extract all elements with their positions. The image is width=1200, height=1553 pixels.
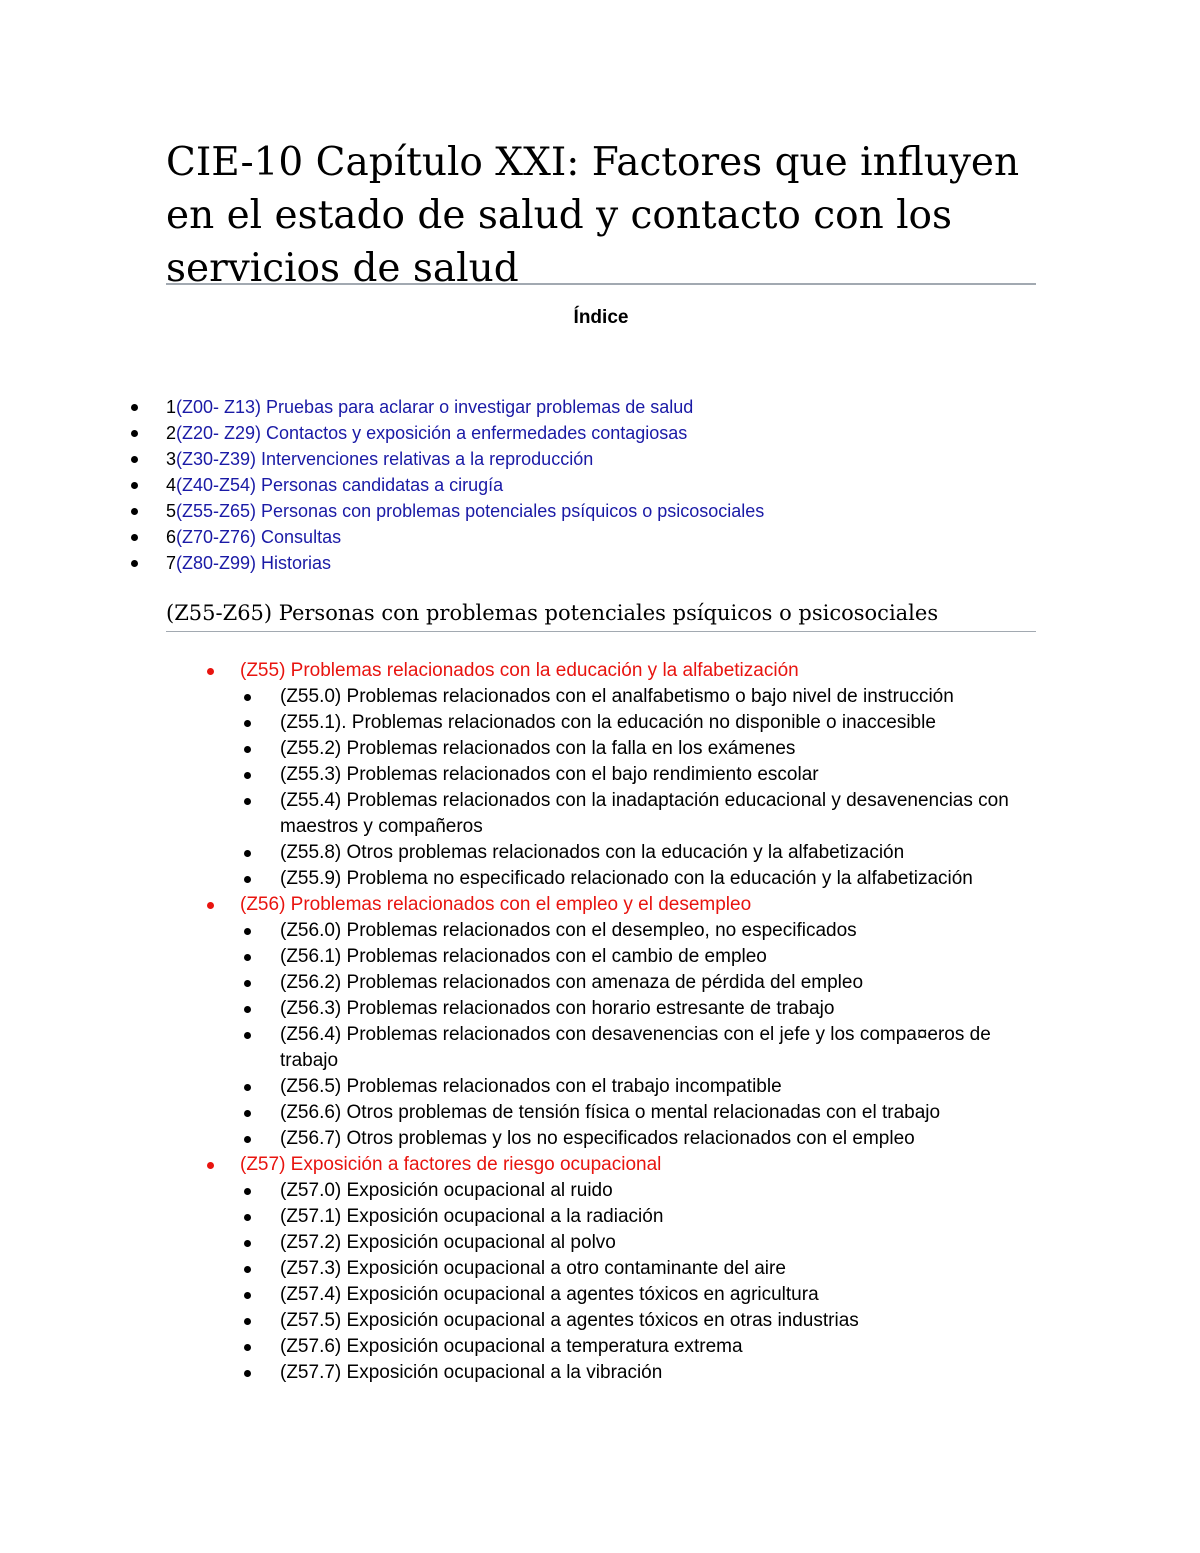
toc-item[interactable] (128, 446, 764, 472)
bullet-icon (131, 404, 138, 411)
category-label: (Z56) Problemas relacionados con el empleo y el desempleo (240, 894, 752, 915)
category-item (204, 658, 1044, 684)
category-item (204, 1152, 1044, 1178)
toc-item-number: 1 (166, 397, 177, 417)
bullet-icon (244, 1292, 251, 1299)
bullet-icon (244, 746, 251, 753)
subcode-item (240, 788, 1044, 840)
subcode-text: (Z56.4) Problemas relacionados con desavenencias con el jefe y los compa¤eros de trabajo (280, 1024, 991, 1071)
subcode-text: (Z57.2) Exposición ocupacional al polvo (280, 1232, 616, 1253)
bullet-icon (244, 1318, 251, 1325)
subcode-text: (Z56.7) Otros problemas y los no especificados relacionados con el empleo (280, 1128, 915, 1149)
bullet-icon (131, 456, 138, 463)
toc-item-number: 6 (166, 527, 177, 547)
toc-item-link[interactable]: (Z70-Z76) Consultas (176, 527, 342, 547)
subcode-item (240, 710, 1044, 736)
subcode-item (240, 762, 1044, 788)
subcode-item (240, 1022, 1044, 1074)
subcode-item (240, 1126, 1044, 1152)
table-of-contents (128, 394, 764, 576)
subcode-text: (Z55.3) Problemas relacionados con el bajo rendimiento escolar (280, 764, 819, 785)
bullet-icon (244, 980, 251, 987)
toc-item[interactable] (128, 524, 764, 550)
subcode-text: (Z57.5) Exposición ocupacional a agentes tóxicos en otras industrias (280, 1310, 859, 1331)
subcode-text: (Z56.3) Problemas relacionados con horario estresante de trabajo (280, 998, 835, 1019)
section-heading: (Z55-Z65) Personas con problemas potenciales psíquicos o psicosociales (166, 601, 939, 625)
bullet-icon (207, 1162, 214, 1169)
subcode-item (240, 1334, 1044, 1360)
bullet-icon (244, 850, 251, 857)
subcode-text: (Z55.8) Otros problemas relacionados con la educación y la alfabetización (280, 842, 905, 863)
subcode-item (240, 684, 1044, 710)
subcode-item (240, 866, 1044, 892)
subcode-text: (Z57.3) Exposición ocupacional a otro contaminante del aire (280, 1258, 786, 1279)
subcode-item (240, 1256, 1044, 1282)
subcode-item (240, 1230, 1044, 1256)
subcode-item (240, 970, 1044, 996)
subcode-item (240, 944, 1044, 970)
subcode-text: (Z55.9) Problema no especificado relacionado con la educación y la alfabetización (280, 868, 973, 889)
bullet-icon (244, 1266, 251, 1273)
bullet-icon (131, 482, 138, 489)
bullet-icon (244, 928, 251, 935)
category-label: (Z55) Problemas relacionados con la educación y la alfabetización (240, 660, 799, 681)
category-item (204, 892, 1044, 918)
toc-item-number: 7 (166, 553, 177, 573)
subcode-item (240, 1100, 1044, 1126)
subcode-item (240, 1074, 1044, 1100)
subcode-text: (Z56.0) Problemas relacionados con el desempleo, no especificados (280, 920, 857, 941)
subcode-text: (Z57.7) Exposición ocupacional a la vibración (280, 1362, 663, 1383)
bullet-icon (244, 798, 251, 805)
page-title: CIE-10 Capítulo XXI: Factores que influyen en el estado de salud y contacto con los servicios de salud (166, 140, 1020, 291)
toc-item-link[interactable]: (Z55-Z65) Personas con problemas potenciales psíquicos o psicosociales (176, 501, 765, 521)
bullet-icon (244, 694, 251, 701)
bullet-icon (244, 1188, 251, 1195)
bullet-icon (244, 1006, 251, 1013)
toc-item[interactable] (128, 420, 764, 446)
bullet-icon (207, 668, 214, 675)
toc-item[interactable] (128, 498, 764, 524)
toc-item-number: 5 (166, 501, 177, 521)
subcode-item (240, 1282, 1044, 1308)
bullet-icon (244, 1084, 251, 1091)
toc-item-link[interactable]: (Z20- Z29) Contactos y exposición a enfermedades contagiosas (176, 423, 688, 443)
subcode-text: (Z56.2) Problemas relacionados con amenaza de pérdida del empleo (280, 972, 864, 993)
section-divider (166, 631, 1036, 632)
bullet-icon (244, 1240, 251, 1247)
bullet-icon (244, 1214, 251, 1221)
bullet-icon (131, 508, 138, 515)
subcode-text: (Z57.1) Exposición ocupacional a la radiación (280, 1206, 664, 1227)
bullet-icon (244, 1370, 251, 1377)
bullet-icon (131, 534, 138, 541)
toc-item[interactable] (128, 394, 764, 420)
bullet-icon (207, 902, 214, 909)
bullet-icon (244, 720, 251, 727)
subcode-item (240, 736, 1044, 762)
subcode-item (240, 840, 1044, 866)
bullet-icon (244, 1136, 251, 1143)
toc-item-number: 2 (166, 423, 177, 443)
toc-item[interactable] (128, 472, 764, 498)
subcode-text: (Z57.4) Exposición ocupacional a agentes tóxicos en agricultura (280, 1284, 819, 1305)
bullet-icon (244, 1110, 251, 1117)
index-heading: Índice (573, 307, 629, 328)
bullet-icon (244, 772, 251, 779)
subcode-text: (Z55.0) Problemas relacionados con el analfabetismo o bajo nivel de instrucción (280, 686, 954, 707)
toc-item-number: 4 (166, 475, 177, 495)
toc-item-link[interactable]: (Z30-Z39) Intervenciones relativas a la reproducción (176, 449, 594, 469)
bullet-icon (244, 1344, 251, 1351)
category-label: (Z57) Exposición a factores de riesgo ocupacional (240, 1154, 662, 1175)
subcode-text: (Z56.6) Otros problemas de tensión física o mental relacionadas con el trabajo (280, 1102, 941, 1123)
subcode-text: (Z56.5) Problemas relacionados con el trabajo incompatible (280, 1076, 782, 1097)
bullet-icon (244, 954, 251, 961)
subcode-text: (Z55.2) Problemas relacionados con la falla en los exámenes (280, 738, 796, 759)
title-divider (166, 283, 1036, 285)
subcode-item (240, 1204, 1044, 1230)
subcode-item (240, 1360, 1044, 1386)
toc-item[interactable] (128, 550, 764, 576)
toc-item-link[interactable]: (Z80-Z99) Historias (176, 553, 332, 573)
subcode-item (240, 1178, 1044, 1204)
bullet-icon (131, 430, 138, 437)
subcode-item (240, 1308, 1044, 1334)
subcode-item (240, 918, 1044, 944)
bullet-icon (131, 560, 138, 567)
subcode-item (240, 996, 1044, 1022)
subcode-text: (Z56.1) Problemas relacionados con el cambio de empleo (280, 946, 767, 967)
code-list (204, 658, 1044, 1386)
subcode-text: (Z57.6) Exposición ocupacional a temperatura extrema (280, 1336, 743, 1357)
subcode-text: (Z57.0) Exposición ocupacional al ruido (280, 1180, 613, 1201)
toc-item-link[interactable]: (Z40-Z54) Personas candidatas a cirugía (176, 475, 504, 495)
subcode-text: (Z55.1). Problemas relacionados con la educación no disponible o inaccesible (280, 712, 936, 733)
bullet-icon (244, 1032, 251, 1039)
bullet-icon (244, 876, 251, 883)
toc-item-number: 3 (166, 449, 177, 469)
toc-item-link[interactable]: (Z00- Z13) Pruebas para aclarar o investigar problemas de salud (176, 397, 694, 417)
subcode-text: (Z55.4) Problemas relacionados con la inadaptación educacional y desavenencias con maestros y compañeros (280, 790, 1009, 837)
